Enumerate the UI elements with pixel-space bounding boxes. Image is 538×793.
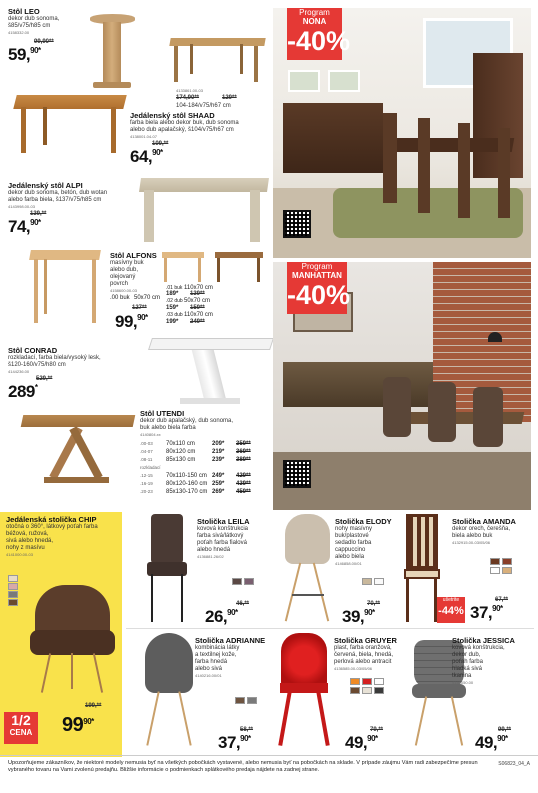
color-swatch xyxy=(8,575,18,582)
variant-label: .03 dub xyxy=(166,312,183,318)
product-desc: plast, farba oranžová, červená, biela, hnedá, perlová alebo antracit xyxy=(334,645,394,665)
price: 219* xyxy=(212,449,225,455)
product-chip xyxy=(6,516,126,557)
product-code: 4140216.00/01 xyxy=(195,673,222,678)
page-code: S06823_04_A xyxy=(498,761,530,767)
color-swatch xyxy=(244,578,254,585)
product-alfons xyxy=(110,252,170,293)
old-price: 139** xyxy=(190,291,205,297)
product-code: 4141000.00-03 xyxy=(6,552,33,557)
product-code: 4138001.04-07 xyxy=(130,134,157,139)
table-shaad-wood-image xyxy=(15,95,125,155)
color-swatch xyxy=(362,578,372,585)
product-code: 4146858.00/01 xyxy=(335,561,362,566)
old-price: 159** xyxy=(190,305,205,311)
color-swatch xyxy=(232,578,242,585)
old-price: 46,** xyxy=(236,601,250,607)
color-swatch xyxy=(350,687,360,694)
old-price: 459** xyxy=(236,489,251,495)
old-price: 439** xyxy=(236,481,251,487)
utendi-variant-row xyxy=(140,472,280,480)
old-price: 127** xyxy=(132,305,147,311)
product-name: Jedálenský stôl ALPI xyxy=(8,181,83,190)
product-desc: otočná o 360°, látkový poťah farba béžová, ružová, sivá alebo hnedá, nohy z masívu xyxy=(6,524,98,551)
product-desc: nohy masívny buk/plastové sedadlo farba cappuccino alebo biela xyxy=(335,526,373,560)
old-price: 139,** xyxy=(30,211,47,217)
variant-size: 85x130-170 cm xyxy=(166,489,208,495)
table-alfons-image xyxy=(30,250,100,325)
table-alpi-image xyxy=(140,178,270,246)
product-shaad xyxy=(130,112,280,167)
price: 39,$^{90*}$ xyxy=(342,607,375,626)
color-swatch xyxy=(374,678,384,685)
program-name: NONA xyxy=(302,17,327,26)
table-leo-image xyxy=(85,12,140,90)
color-swatch xyxy=(490,558,500,565)
color-swatch xyxy=(362,687,372,694)
old-price: 67,** xyxy=(495,597,509,603)
product-code: 4158600.00-03 xyxy=(110,288,137,293)
product-amanda xyxy=(452,518,534,545)
variant-code: .04-07 xyxy=(140,449,153,454)
variant-size: 80x120 cm xyxy=(166,449,196,455)
qr-code-manhattan xyxy=(283,460,311,488)
product-desc: dekor orech, čerešňa, biela alebo buk xyxy=(452,526,511,539)
product-desc: rozkladací, farba biela/vysoký lesk, š120-160/v75/h80 cm xyxy=(8,355,101,368)
price: 37,$^{90*}$ xyxy=(218,733,251,752)
variant-label: .00 buk xyxy=(110,295,130,301)
price: 259* xyxy=(212,481,225,487)
product-code: 4136585.00-03/05/06 xyxy=(334,666,373,671)
old-price: 529,** xyxy=(36,376,53,382)
product-utendi xyxy=(140,410,280,437)
variant-code: .12-15 xyxy=(140,473,153,478)
program-manhattan-badge xyxy=(287,262,351,314)
chair-leila-image xyxy=(143,514,193,624)
variant-size: 85x130 cm xyxy=(166,457,196,463)
program-nona-badge xyxy=(287,8,351,60)
product-desc: kombinácia látky a textilnej kože, farba hnedá alebo sivá xyxy=(195,645,240,672)
product-name: Stôl ALFONS xyxy=(110,251,157,260)
product-jessica xyxy=(452,637,534,685)
product-code: 4140050.00 xyxy=(452,680,474,685)
old-price: 129** xyxy=(222,95,237,101)
old-price: 249** xyxy=(190,319,205,325)
product-name: Stolička GRUYER xyxy=(334,636,397,645)
old-price: 99,** xyxy=(498,727,512,733)
old-price: 174,90** xyxy=(176,95,200,101)
variant-size: 80x120-160 cm xyxy=(166,481,208,487)
old-price: 70,** xyxy=(367,601,381,607)
product-code: 4136881.26/02 xyxy=(197,554,224,559)
divider xyxy=(0,755,538,756)
price: 49,$^{90*}$ xyxy=(345,733,378,752)
price: 99,$^{90*}$ xyxy=(115,312,148,331)
old-price: 79,** xyxy=(370,727,384,733)
product-name: Stôl LEO xyxy=(8,7,40,16)
divider xyxy=(126,628,534,629)
product-name: Jedálenský stôl SHAAD xyxy=(130,111,215,120)
product-desc: kovová konštrukcia, dekor dub, poťah farba hladká sivá tkanina xyxy=(452,645,505,679)
price: $99^{90*}$ xyxy=(62,714,94,736)
product-name: Stôl CONRAD xyxy=(8,346,58,355)
variant-size: 110x70 cm xyxy=(184,312,213,318)
product-conrad xyxy=(8,347,148,402)
save-badge xyxy=(437,597,465,623)
price: 209* xyxy=(212,441,225,447)
variant-label: .01 buk xyxy=(166,285,183,291)
color-swatch xyxy=(502,567,512,574)
price: 239* xyxy=(212,457,225,463)
old-price: 199,** xyxy=(85,703,102,709)
table-conrad-image xyxy=(150,338,275,406)
badge-text: CENA xyxy=(9,728,33,737)
discount-percent: -40% xyxy=(287,280,351,310)
old-price: 58,** xyxy=(240,727,254,733)
color-swatch xyxy=(502,558,512,565)
price: 59,$^{90*}$ xyxy=(8,45,41,64)
price: 37,$^{90*}$ xyxy=(470,603,503,622)
variant-label: .02 dub xyxy=(166,298,183,304)
old-price: 389** xyxy=(236,457,251,463)
table-alfons-small-image xyxy=(162,252,207,282)
old-price: 109,** xyxy=(152,141,169,147)
program-label: Program xyxy=(299,8,330,17)
variant-size: 70x110 cm xyxy=(166,441,195,447)
old-price: 99,90** xyxy=(34,39,54,45)
qr-code-nona xyxy=(283,210,311,238)
discount-percent: -40% xyxy=(287,26,351,56)
product-desc: dekor dub sonoma, betón, dub wotan alebo farba biela, š137/v75/h85 cm xyxy=(8,190,108,203)
footer-disclaimer: Upozorňujeme zákazníkov, že niektoré modely nemusia byť na všetkých pobočkách vystavené, alebo nemusia byť na pobočkách na sklade. V prípade záujmu Vám radi zabezpečíme presun vybraného tovaru na Vami zvolenú predajňu. Bližšie informácie o podmienkach splátkového predaja nájdete na zadnej strane. xyxy=(8,760,478,773)
half-price-badge xyxy=(4,712,38,744)
product-code: 4143998.00-03 xyxy=(8,204,35,209)
price: 289* xyxy=(8,382,38,401)
variant-size: 50x70 cm xyxy=(134,295,161,301)
color-swatch xyxy=(362,678,372,685)
price: 26,$^{90*}$ xyxy=(205,607,238,626)
product-name: Stolička AMANDA xyxy=(452,517,516,526)
product-desc: masívny buk alebo dub, olejovaný povrch xyxy=(110,260,144,287)
utendi-variant-row xyxy=(140,488,280,496)
product-code: 4132915.00-03/05/06 xyxy=(452,540,491,545)
product-name: Stolička ADRIANNE xyxy=(195,636,266,645)
product-desc: dekor dub apalačský, dub sonoma, buk alebo biela farba xyxy=(140,418,234,431)
table-utendi-image xyxy=(22,415,137,485)
color-swatch xyxy=(235,697,245,704)
utendi-variant-row xyxy=(140,440,280,448)
product-name: Stolička JESSICA xyxy=(452,636,515,645)
price: 159* xyxy=(166,305,179,311)
product-code: 4140804.xx xyxy=(140,432,161,437)
color-swatch xyxy=(350,678,360,685)
product-name: Jedálenská stolička CHIP xyxy=(6,515,97,524)
utendi-variant-row xyxy=(140,464,280,472)
utendi-variant-row xyxy=(140,456,280,464)
product-name: Stôl UTENDI xyxy=(140,409,185,418)
variant-size: 70x110-150 cm xyxy=(166,473,207,479)
price: 199* xyxy=(166,319,179,325)
old-price: 429** xyxy=(236,473,251,479)
old-price: 369** xyxy=(236,449,251,455)
variant-size: 110x70 cm xyxy=(184,285,213,291)
chair-adrianne-image xyxy=(140,633,200,748)
variant-code: .20-23 xyxy=(140,489,153,494)
color-swatch xyxy=(8,591,18,598)
variant-size: 50x70 cm xyxy=(184,298,211,304)
color-swatch xyxy=(8,583,18,590)
chair-chip-image xyxy=(25,585,120,695)
chair-elody-image xyxy=(280,514,335,624)
chair-gruyer-image xyxy=(275,633,335,748)
color-swatch xyxy=(247,697,257,704)
product-code: 4144236.00 xyxy=(8,369,30,374)
price: 269* xyxy=(212,489,225,495)
product-code: 4133861.00-03 xyxy=(176,88,203,93)
utendi-variant-row xyxy=(140,448,280,456)
table-shaad-image xyxy=(170,38,265,83)
variant-code: .00-03 xyxy=(140,441,153,446)
product-desc: dekor dub sonoma, š85/v75/h85 cm xyxy=(8,16,60,29)
color-swatch xyxy=(374,578,384,585)
badge-fraction: 1/2 xyxy=(11,712,31,728)
product-gruyer xyxy=(334,637,416,671)
product-desc: farba biela alebo dekor buk, dub sonoma alebo dub apalačský, š104/v75/h67 cm xyxy=(130,120,239,133)
product-name: Stolička ELODY xyxy=(335,517,392,526)
variant-code: rozkladací xyxy=(140,465,161,470)
variant-code: .08-11 xyxy=(140,457,153,462)
price: 49,$^{90*}$ xyxy=(475,733,508,752)
table-alfons-dark-image xyxy=(215,252,265,282)
old-price: 359** xyxy=(236,441,251,447)
price: 189* xyxy=(166,291,179,297)
price: 64,$^{90*}$ xyxy=(130,147,163,166)
product-desc: kovová konštrukcia farba sivá/látkový poťah farba fialová alebo hnedá xyxy=(197,526,249,553)
product-alpi xyxy=(8,182,138,237)
program-name: MANHATTAN xyxy=(292,271,342,280)
price: 249* xyxy=(212,473,225,479)
size: 104-184/v75/h67 cm xyxy=(176,103,231,109)
color-swatch xyxy=(8,599,18,606)
color-swatch xyxy=(374,687,384,694)
product-code: 4158332.00 xyxy=(8,30,30,35)
save-label: ušetrite xyxy=(442,597,460,603)
price: 74,$^{90*}$ xyxy=(8,217,41,236)
variant-code: .16-19 xyxy=(140,481,153,486)
chair-amanda-image xyxy=(402,514,442,624)
product-adrianne xyxy=(195,637,270,678)
save-percent: -44% xyxy=(438,605,464,617)
product-leila xyxy=(197,518,272,559)
product-name: Stolička LEILA xyxy=(197,517,250,526)
product-elody xyxy=(335,518,400,566)
color-swatch xyxy=(490,567,500,574)
utendi-variant-row xyxy=(140,480,280,488)
program-label: Program xyxy=(301,262,333,271)
